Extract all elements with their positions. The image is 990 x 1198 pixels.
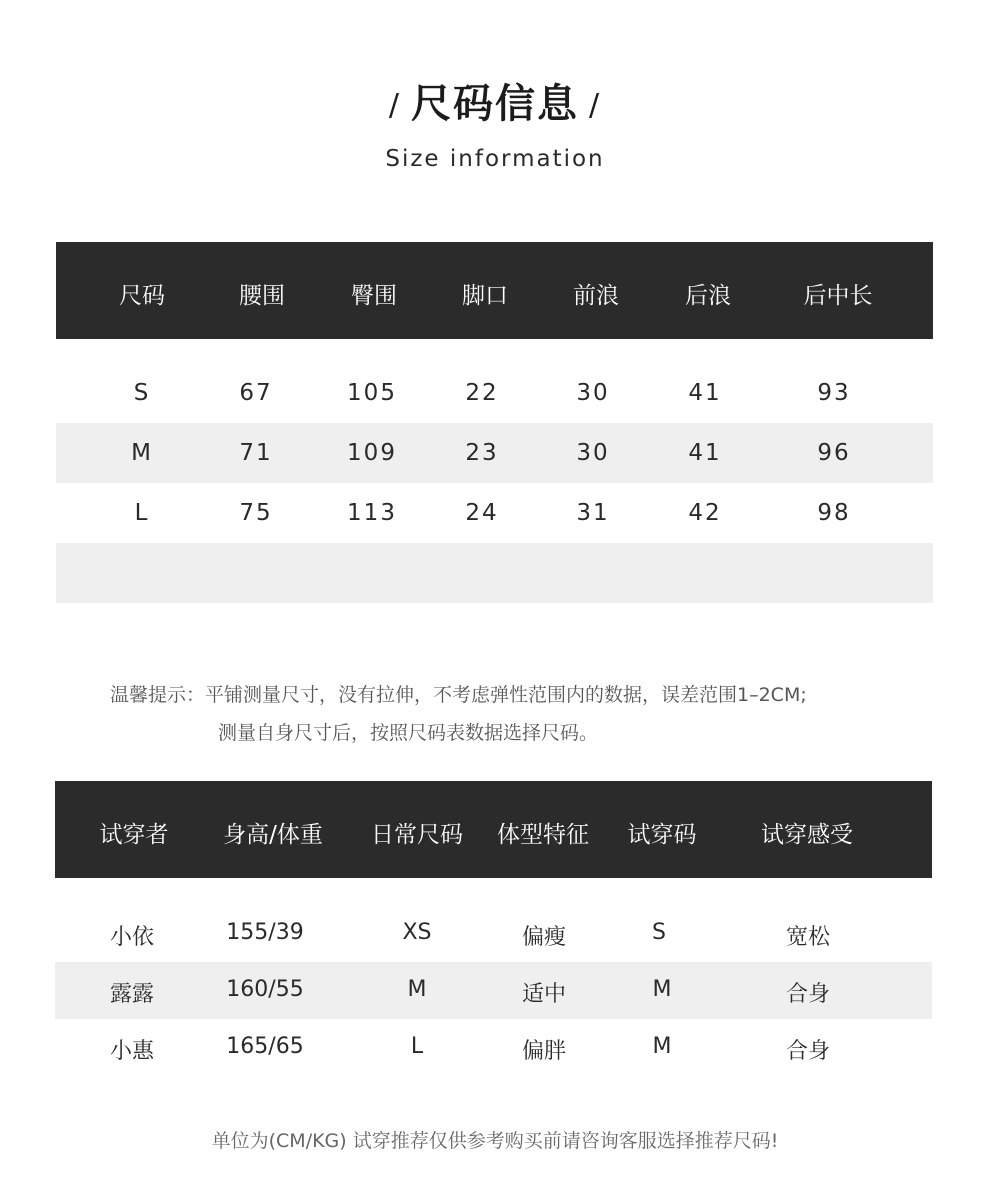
column-header: 臀围 (351, 283, 397, 309)
table-cell: 适中 (521, 982, 567, 1007)
table-cell: 42 (688, 500, 722, 526)
size-notes (110, 676, 807, 752)
table-cell: 165/65 (226, 1034, 304, 1059)
table-row (55, 1019, 932, 1076)
table-row (55, 905, 932, 962)
table-row (56, 483, 933, 543)
table-cell: 75 (239, 500, 273, 526)
table-cell: 71 (239, 440, 273, 466)
table-cell: 31 (576, 500, 610, 526)
column-header: 尺码 (119, 283, 165, 309)
column-header: 后中长 (803, 283, 873, 309)
page-title (0, 72, 990, 129)
table-cell: 155/39 (226, 920, 304, 945)
table-cell: 合身 (785, 1039, 831, 1064)
title-text: 尺码信息 (411, 81, 579, 127)
table-cell: XS (402, 920, 432, 945)
table-cell: L (134, 500, 150, 526)
table-cell: L (410, 1034, 424, 1059)
table-cell: M (652, 977, 672, 1002)
note-line: 温馨提示：平铺测量尺寸，没有拉伸，不考虑弹性范围内的数据，误差范围1–2CM; (110, 684, 807, 706)
table-cell: 小惠 (109, 1039, 155, 1064)
table-cell: 合身 (785, 982, 831, 1007)
table-cell: 67 (239, 380, 273, 406)
note-line: 测量自身尺寸后，按照尺码表数据选择尺码。 (218, 722, 599, 744)
table-cell: 113 (347, 500, 397, 526)
table-cell: 105 (347, 380, 397, 406)
page-subtitle: Size information (385, 146, 605, 172)
table-cell: 30 (576, 380, 610, 406)
table-spacer (56, 339, 933, 363)
column-header: 后浪 (685, 283, 731, 309)
title-slash-right: / (589, 88, 602, 123)
table-row (55, 962, 932, 1019)
table-row (56, 363, 933, 423)
column-header: 试穿者 (99, 822, 169, 848)
table-cell: 23 (465, 440, 499, 466)
table-cell: 160/55 (226, 977, 304, 1002)
column-header: 脚口 (462, 283, 508, 309)
table-cell: M (407, 977, 427, 1002)
table-row (56, 423, 933, 483)
column-header: 试穿码 (627, 822, 697, 848)
table-row-empty (56, 543, 933, 603)
title-slash-left: / (388, 88, 401, 123)
table-cell: 小依 (109, 925, 155, 950)
table-cell: 98 (817, 500, 851, 526)
table-cell: 41 (688, 380, 722, 406)
size-table (56, 242, 933, 603)
table-cell: M (652, 1034, 672, 1059)
table-cell: 宽松 (785, 925, 831, 950)
column-header: 体型特征 (497, 822, 589, 848)
column-header: 腰围 (239, 283, 285, 309)
table-cell: 96 (817, 440, 851, 466)
table-spacer (55, 878, 932, 905)
table-cell: 露露 (109, 982, 155, 1007)
table-cell: 偏瘦 (521, 925, 567, 950)
table-cell: S (652, 920, 666, 945)
column-header: 身高/体重 (223, 822, 323, 848)
table-cell: 22 (465, 380, 499, 406)
table-cell: 24 (465, 500, 499, 526)
table-cell: 41 (688, 440, 722, 466)
footer-note: 单位为(CM/KG) 试穿推荐仅供参考购买前请咨询客服选择推荐尺码! (211, 1130, 779, 1152)
column-header: 前浪 (573, 283, 619, 309)
column-header: 日常尺码 (371, 822, 463, 848)
table-cell: S (133, 380, 151, 406)
column-header: 试穿感受 (761, 822, 853, 848)
size-table-header (56, 242, 933, 339)
fitting-table-header (55, 781, 932, 878)
table-cell: M (131, 440, 153, 466)
fitting-table (55, 781, 932, 1076)
table-cell: 偏胖 (521, 1039, 567, 1064)
table-cell: 109 (347, 440, 397, 466)
table-cell: 93 (817, 380, 851, 406)
table-cell: 30 (576, 440, 610, 466)
